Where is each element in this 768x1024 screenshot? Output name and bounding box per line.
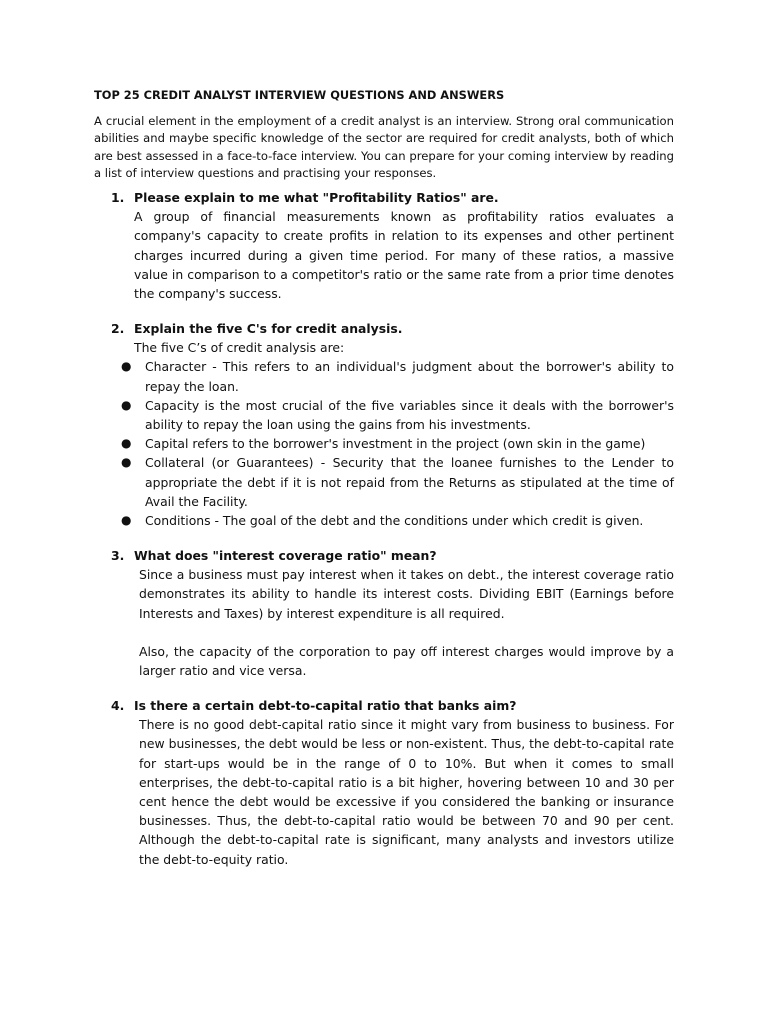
five-cs-bullet-list <box>94 357 674 530</box>
question-number-3: 3. <box>111 548 125 564</box>
question-heading-3 <box>94 546 674 565</box>
question-heading-text-3: What does "interest coverage ratio" mean? <box>134 548 437 564</box>
question-item-4 <box>94 696 674 869</box>
list-item <box>121 396 674 434</box>
bullet-text: Collateral (or Guarantees) - Security that the loanee furnishes to the Lender to appropriate the debt if it is not repaid from the Returns as stipulated at the time of Avail the Facility. <box>145 455 674 509</box>
question-heading-4 <box>94 696 674 715</box>
answer-paragraph-3-1: Since a business must pay interest when it takes on debt., the interest coverage ratio demonstrates its ability to handle its interest costs. Dividing EBIT (Earnings before Interests and Taxes) by interest expenditure is all required. <box>139 567 674 621</box>
answer-lead-2: The five C’s of credit analysis are: <box>134 340 345 356</box>
answer-paragraph-4-1: There is no good debt-capital ratio since it might vary from business to business. For new businesses, the debt would be less or non-existent. Thus, the debt-to-capital rate for start-ups would be in the range of 0 to 10%. But when it comes to small enterprises, the debt-to-capital ratio is a bit higher, hovering between 10 and 30 per cent hence the debt would be excessive if you considered the banking or insurance businesses. Thus, the debt-to-capital ratio would be between 70 and 90 per cent. Although the debt-to-capital rate is significant, many analysts and investors utilize the debt-to-equity ratio. <box>139 717 674 867</box>
answer-body-2 <box>94 338 674 357</box>
question-heading-text-2: Explain the five C's for credit analysis. <box>134 321 403 337</box>
bullet-icon: ● <box>121 513 132 528</box>
answer-paragraph-3-2: Also, the capacity of the corporation to pay off interest charges would improve by a larger ratio and vice versa. <box>139 643 674 679</box>
bullet-icon: ● <box>121 397 132 412</box>
bullet-text: Capital refers to the borrower's investment in the project (own skin in the game) <box>145 436 646 452</box>
question-number-2: 2. <box>111 321 125 337</box>
list-item <box>121 434 674 453</box>
bullet-text: Conditions - The goal of the debt and the conditions under which credit is given. <box>145 513 644 529</box>
question-heading-text-4: Is there a certain debt-to-capital ratio that banks aim? <box>134 698 517 714</box>
question-number-1: 1. <box>111 190 125 206</box>
bullet-icon: ● <box>121 359 132 374</box>
bullet-icon: ● <box>121 455 132 470</box>
question-heading-text-1: Please explain to me what "Profitability Ratios" are. <box>134 190 499 206</box>
question-item-3 <box>94 546 674 680</box>
question-item-2 <box>94 319 674 530</box>
question-item-1 <box>94 188 674 303</box>
list-item <box>121 511 674 530</box>
bullet-text: Character - This refers to an individual's judgment about the borrower's ability to repay the loan. <box>145 359 674 394</box>
question-number-4: 4. <box>111 698 125 714</box>
answer-body-3 <box>94 565 674 680</box>
list-item <box>121 357 674 395</box>
list-item <box>121 453 674 511</box>
bullet-icon: ● <box>121 436 132 451</box>
answer-body-1 <box>94 207 674 303</box>
answer-body-4 <box>94 715 674 869</box>
question-list <box>94 188 674 869</box>
bullet-text: Capacity is the most crucial of the five variables since it deals with the borrower's ability to repay the loan using the gains from his investments. <box>145 397 674 433</box>
question-heading-2 <box>94 319 674 338</box>
question-heading-1 <box>94 188 674 207</box>
answer-paragraph-1-1: A group of financial measurements known as profitability ratios evaluates a company's capacity to create profits in relation to its expenses and other pertinent charges incurred during a given time period. For many of these ratios, a massive value in comparison to a competitor's ratio or the same rate from a prior time denotes the company's success. <box>134 209 674 301</box>
intro-paragraph: A crucial element in the employment of a credit analyst is an interview. Strong oral communication abilities and maybe specific knowledge of the sector are required for credit analysts, both of which are best assessed in a face-to-face interview. You can prepare for your coming interview by reading a list of interview questions and practising your responses. <box>94 114 674 180</box>
document-title: TOP 25 CREDIT ANALYST INTERVIEW QUESTIONS AND ANSWERS <box>94 88 505 102</box>
